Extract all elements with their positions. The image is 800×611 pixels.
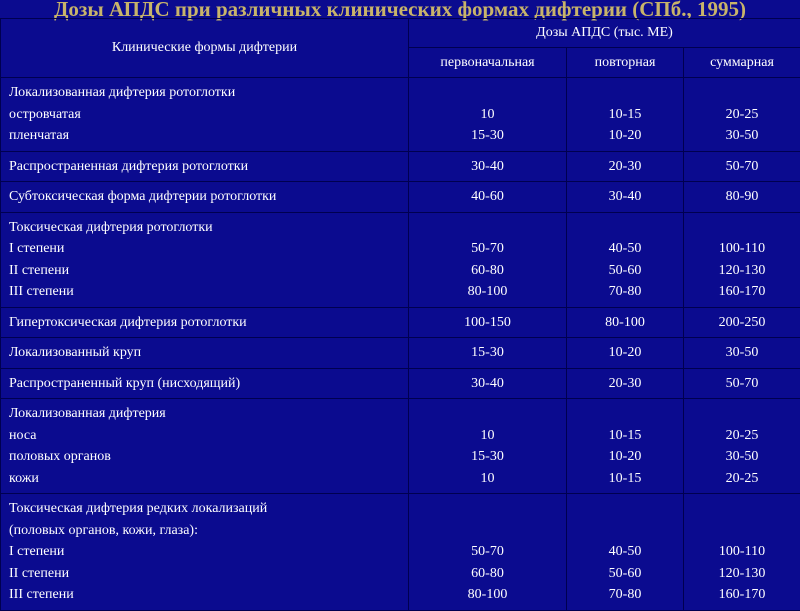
form-name-line: Токсическая дифтерия ротоглотки [9, 217, 402, 239]
repeat-dose-line: 10-20 [573, 446, 677, 468]
cell-total [684, 494, 800, 611]
cell-primary [409, 182, 567, 213]
total-dose-line: 20-25 [690, 104, 794, 126]
table-row [1, 78, 800, 152]
form-name-line: островчатая [9, 104, 402, 126]
form-name-line: пленчатая [9, 125, 402, 147]
total-dose-line: 160-170 [690, 281, 794, 303]
form-name-line: кожи [9, 468, 402, 490]
primary-dose-line: 15-30 [415, 342, 560, 364]
form-name-line: (половых органов, кожи, глаза): [9, 520, 402, 542]
primary-dose-line: 10 [415, 104, 560, 126]
total-dose-line: 200-250 [690, 312, 794, 334]
primary-dose-line: 30-40 [415, 156, 560, 178]
cell-form-name [1, 307, 409, 338]
cell-total [684, 182, 800, 213]
repeat-dose-line: 30-40 [573, 186, 677, 208]
form-name-line: Распространенная дифтерия ротоглотки [9, 156, 402, 178]
total-dose-line: 80-90 [690, 186, 794, 208]
repeat-dose-line: 10-15 [573, 425, 677, 447]
cell-repeat [567, 494, 684, 611]
repeat-dose-line: 70-80 [573, 281, 677, 303]
total-dose-line: 30-50 [690, 125, 794, 147]
form-name-line: III степени [9, 281, 402, 303]
cell-primary [409, 212, 567, 307]
cell-form-name [1, 494, 409, 611]
total-dose-line: 20-25 [690, 468, 794, 490]
form-name-line: Гипертоксическая дифтерия ротоглотки [9, 312, 402, 334]
primary-dose-line: 10 [415, 425, 560, 447]
table-header [1, 19, 800, 78]
repeat-dose-line: 80-100 [573, 312, 677, 334]
total-dose-line: 160-170 [690, 584, 794, 606]
primary-dose-line: 60-80 [415, 563, 560, 585]
total-dose-line: 50-70 [690, 373, 794, 395]
cell-primary [409, 494, 567, 611]
table-row [1, 307, 800, 338]
form-name-line: Локализованная дифтерия ротоглотки [9, 82, 402, 104]
form-name-line: носа [9, 425, 402, 447]
form-name-line: Локализованный круп [9, 342, 402, 364]
form-name-line: половых органов [9, 446, 402, 468]
cell-total [684, 78, 800, 152]
table-row [1, 368, 800, 399]
header-doses: Дозы АПДС (тыс. МЕ) [409, 19, 800, 48]
cell-repeat [567, 399, 684, 494]
header-forms: Клинические формы дифтерии [1, 19, 409, 78]
table-row [1, 494, 800, 611]
repeat-dose-line: 20-30 [573, 373, 677, 395]
repeat-dose-line: 40-50 [573, 238, 677, 260]
repeat-dose-line: 10-15 [573, 468, 677, 490]
cell-repeat [567, 182, 684, 213]
cell-primary [409, 338, 567, 369]
repeat-dose-line: 50-60 [573, 260, 677, 282]
cell-repeat [567, 78, 684, 152]
header-total: суммарная [684, 48, 800, 78]
repeat-dose-line: 10-20 [573, 342, 677, 364]
repeat-dose-line: 70-80 [573, 584, 677, 606]
cell-primary [409, 78, 567, 152]
table-row [1, 212, 800, 307]
table-body [1, 78, 800, 611]
cell-form-name [1, 368, 409, 399]
primary-dose-line: 80-100 [415, 584, 560, 606]
primary-dose-line: 15-30 [415, 446, 560, 468]
cell-total [684, 368, 800, 399]
cell-total [684, 151, 800, 182]
form-name-line: Локализованная дифтерия [9, 403, 402, 425]
form-name-line: Субтоксическая форма дифтерии ротоглотки [9, 186, 402, 208]
total-dose-line: 30-50 [690, 342, 794, 364]
cell-primary [409, 151, 567, 182]
header-primary: первоначальная [409, 48, 567, 78]
total-dose-line: 30-50 [690, 446, 794, 468]
total-dose-line: 120-130 [690, 563, 794, 585]
cell-form-name [1, 399, 409, 494]
cell-form-name [1, 212, 409, 307]
total-dose-line: 120-130 [690, 260, 794, 282]
form-name-line: II степени [9, 260, 402, 282]
form-name-line: II степени [9, 563, 402, 585]
cell-form-name [1, 182, 409, 213]
cell-total [684, 212, 800, 307]
repeat-dose-line: 40-50 [573, 541, 677, 563]
repeat-dose-line: 50-60 [573, 563, 677, 585]
primary-dose-line: 60-80 [415, 260, 560, 282]
form-name-line: I степени [9, 541, 402, 563]
cell-total [684, 338, 800, 369]
primary-dose-line: 50-70 [415, 541, 560, 563]
cell-repeat [567, 212, 684, 307]
total-dose-line: 20-25 [690, 425, 794, 447]
cell-primary [409, 307, 567, 338]
primary-dose-line: 100-150 [415, 312, 560, 334]
repeat-dose-line: 10-20 [573, 125, 677, 147]
repeat-dose-line: 20-30 [573, 156, 677, 178]
cell-repeat [567, 368, 684, 399]
primary-dose-line: 80-100 [415, 281, 560, 303]
form-name-line: Распространенный круп (нисходящий) [9, 373, 402, 395]
total-dose-line: 50-70 [690, 156, 794, 178]
cell-primary [409, 368, 567, 399]
form-name-line: I степени [9, 238, 402, 260]
repeat-dose-line: 10-15 [573, 104, 677, 126]
cell-total [684, 399, 800, 494]
cell-repeat [567, 338, 684, 369]
cell-form-name [1, 151, 409, 182]
table-row [1, 338, 800, 369]
primary-dose-line: 15-30 [415, 125, 560, 147]
total-dose-line: 100-110 [690, 238, 794, 260]
total-dose-line: 100-110 [690, 541, 794, 563]
primary-dose-line: 40-60 [415, 186, 560, 208]
form-name-line: III степени [9, 584, 402, 606]
header-repeat: повторная [567, 48, 684, 78]
cell-form-name [1, 78, 409, 152]
cell-repeat [567, 307, 684, 338]
cell-total [684, 307, 800, 338]
cell-repeat [567, 151, 684, 182]
table-row [1, 151, 800, 182]
primary-dose-line: 50-70 [415, 238, 560, 260]
cell-primary [409, 399, 567, 494]
primary-dose-line: 10 [415, 468, 560, 490]
cell-form-name [1, 338, 409, 369]
doses-table [0, 18, 800, 611]
page-title: Дозы АПДС при различных клинических формах дифтерии (СПб., 1995) [0, 0, 800, 20]
table-row [1, 182, 800, 213]
primary-dose-line: 30-40 [415, 373, 560, 395]
form-name-line: Токсическая дифтерия редких локализаций [9, 498, 402, 520]
table-row [1, 399, 800, 494]
